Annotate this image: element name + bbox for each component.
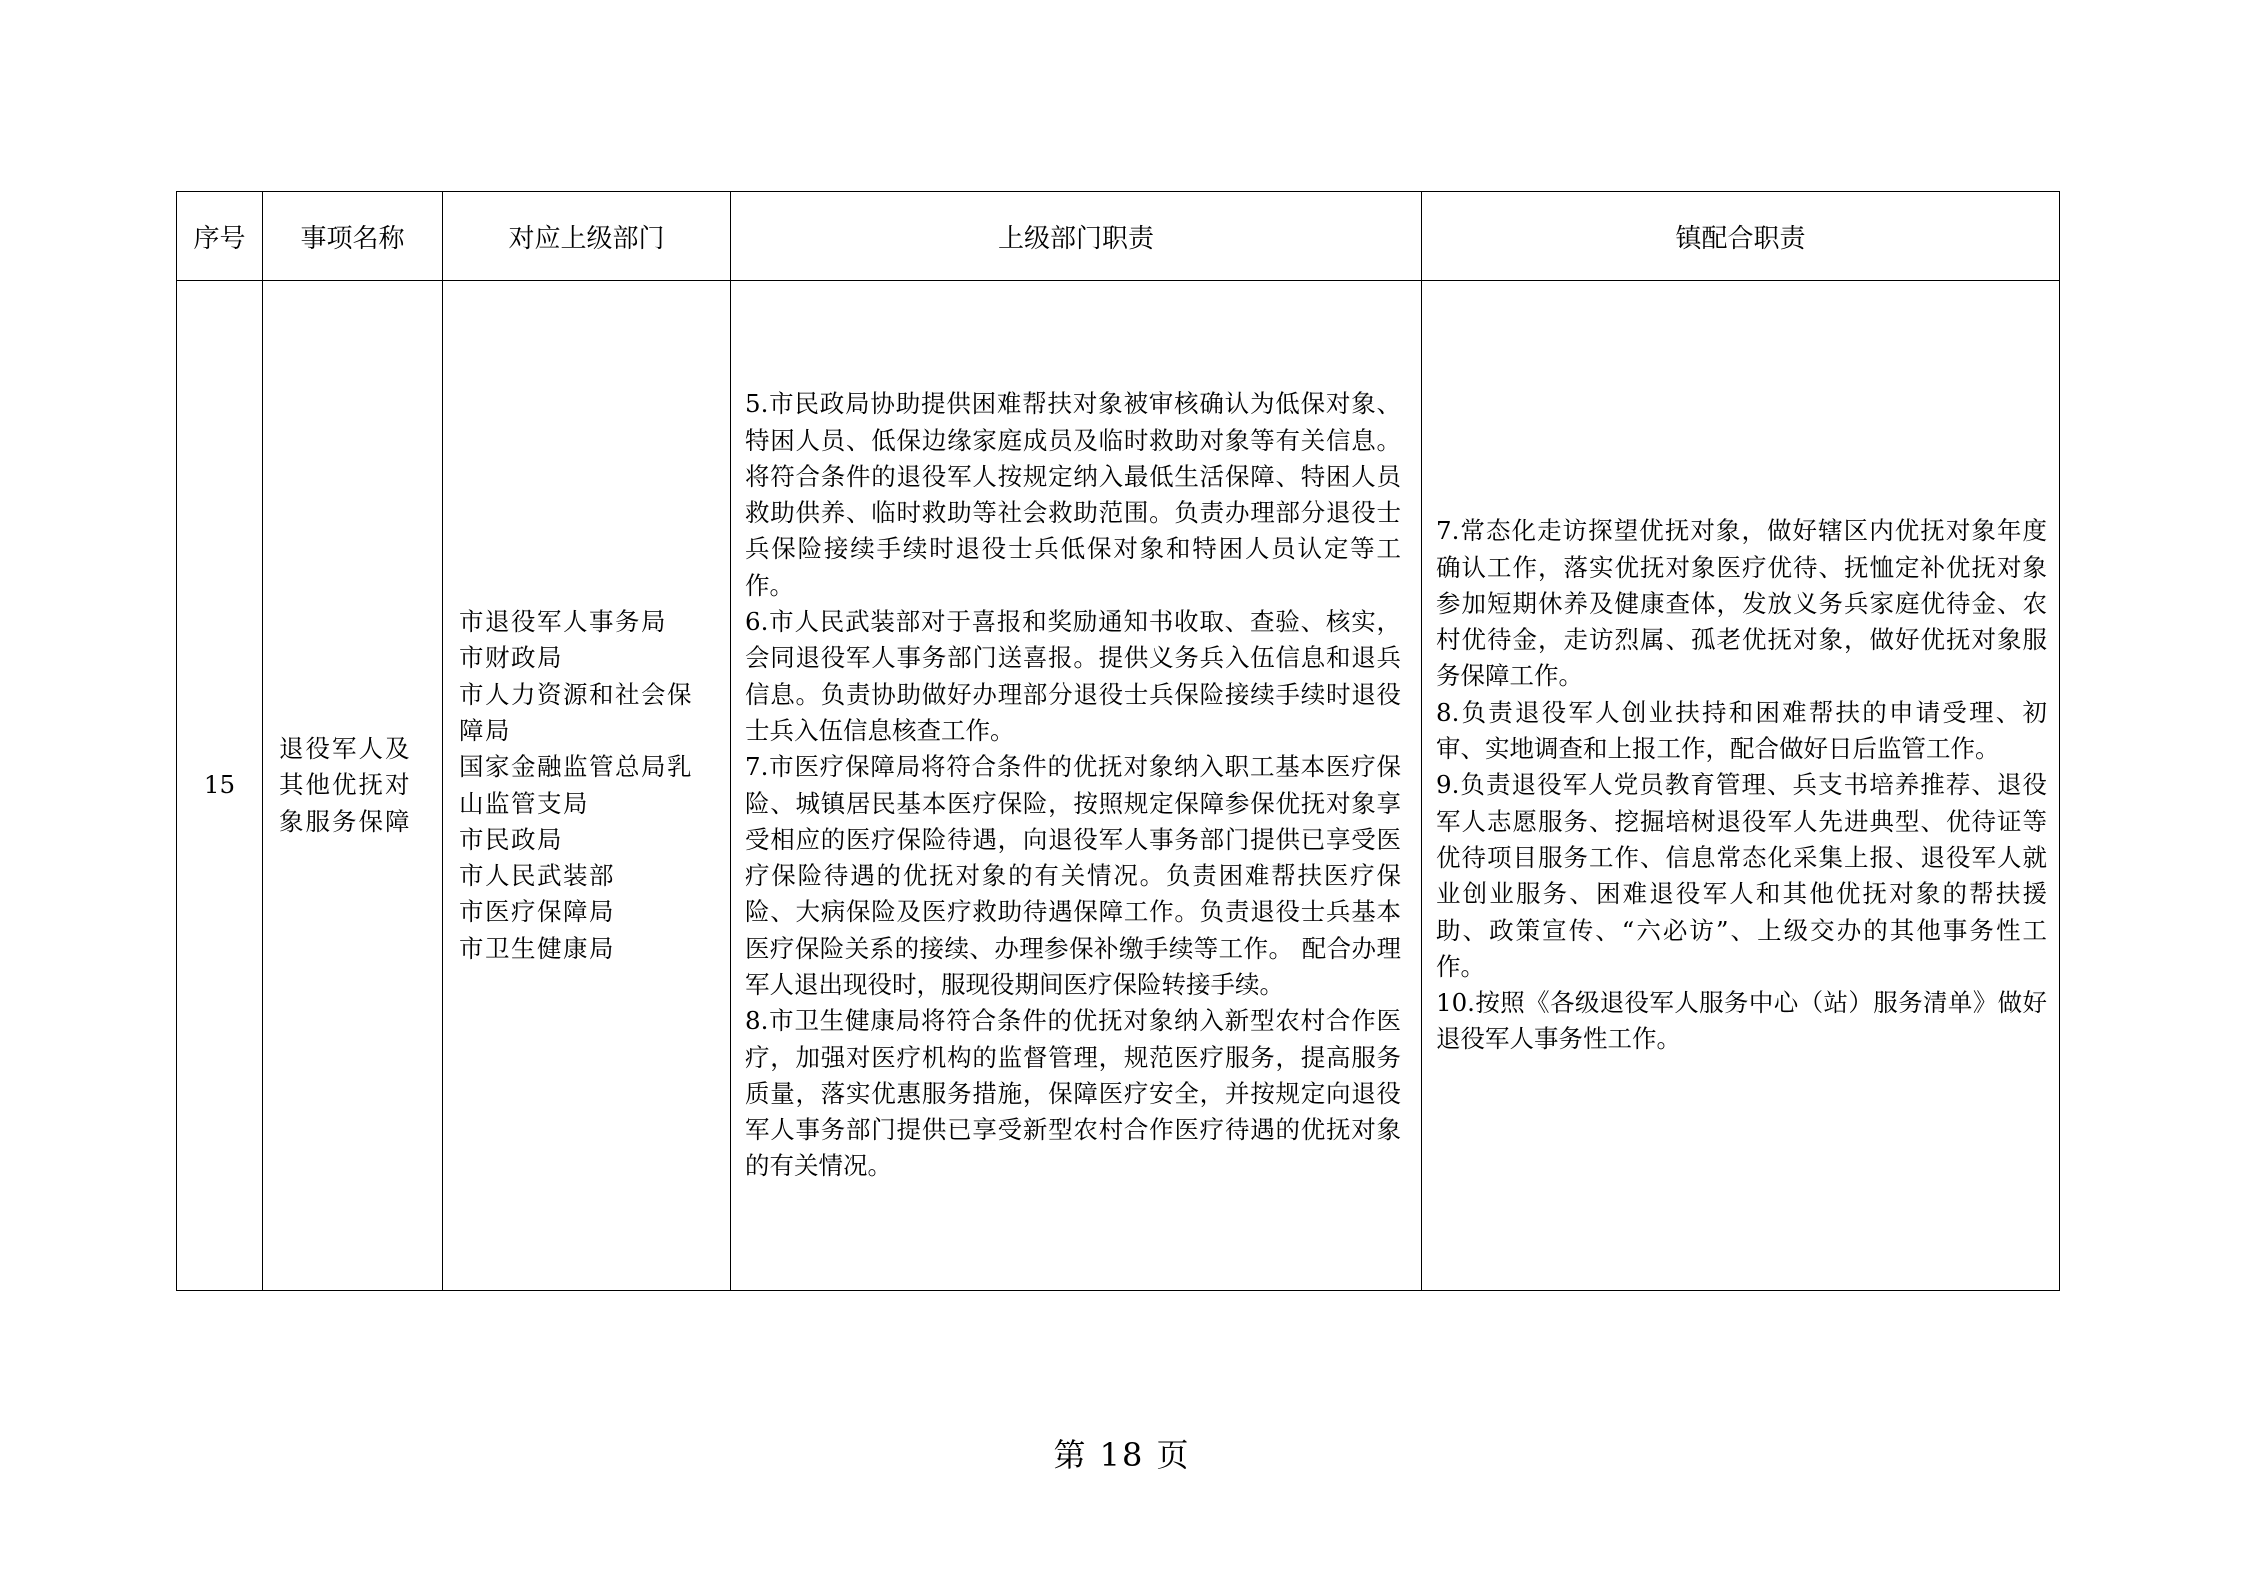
header-item-name: 事项名称 <box>263 192 443 281</box>
duty-table <box>176 191 2060 1291</box>
header-upper-department: 对应上级部门 <box>443 192 731 281</box>
header-seq: 序号 <box>177 192 263 281</box>
upper-duty-item: 6.市人民武装部对于喜报和奖励通知书收取、查验、核实，会同退役军人事务部门送喜报。提供义务兵入伍信息和退兵信息。负责协助做好办理部分退役士兵保险接续手续时退役士兵入伍信息核查工作。 <box>745 607 1401 745</box>
header-town-duties: 镇配合职责 <box>1422 192 2060 281</box>
row-item-name <box>263 281 443 1291</box>
town-duty-item: 10.按照《各级退役军人服务中心（站）服务清单》做好退役军人事务性工作。 <box>1436 988 2047 1054</box>
item-name-line: 其他优抚对 <box>279 770 412 800</box>
table-header-row <box>177 192 2060 281</box>
row-upper-duties <box>731 281 1422 1291</box>
department-line: 市人民武装部 <box>459 861 615 891</box>
town-duty-item: 7.常态化走访探望优抚对象，做好辖区内优抚对象年度确认工作，落实优抚对象医疗优待、抚恤定补优抚对象参加短期休养及健康查体，发放义务兵家庭优待金、农村优待金，走访烈属、孤老优抚对象，做好优抚对象服务保障工作。 <box>1436 516 2047 691</box>
department-line: 障局 <box>459 715 511 745</box>
item-name-line: 象服务保障 <box>279 806 412 836</box>
department-line: 市民政局 <box>459 824 563 854</box>
department-line: 市财政局 <box>459 643 563 673</box>
item-name-line: 退役军人及 <box>279 734 412 764</box>
page-number: 第 18 页 <box>1053 1436 1191 1474</box>
upper-duty-item: 5.市民政局协助提供困难帮扶对象被审核确认为低保对象、特困人员、低保边缘家庭成员及临时救助对象等有关信息。将符合条件的退役军人按规定纳入最低生活保障、特困人员救助供养、临时救助等社会救助范围。负责办理部分退役士兵保险接续手续时退役士兵低保对象和特困人员认定等工作。 <box>745 389 1401 600</box>
header-upper-duties: 上级部门职责 <box>731 192 1422 281</box>
town-duty-item: 9.负责退役军人党员教育管理、兵支书培养推荐、退役军人志愿服务、挖掘培树退役军人先进典型、优待证等优待项目服务工作、信息常态化采集上报、退役军人就业创业服务、困难退役军人和其他优抚对象的帮扶援助、政策宣传、“六必访”、上级交办的其他事务性工作。 <box>1436 770 2047 981</box>
upper-duty-item: 8.市卫生健康局将符合条件的优抚对象纳入新型农村合作医疗，加强对医疗机构的监督管理，规范医疗服务，提高服务质量，落实优惠服务措施，保障医疗安全，并按规定向退役军人事务部门提供已享受新型农村合作医疗待遇的优抚对象的有关情况。 <box>745 1006 1401 1181</box>
town-duty-item: 8.负责退役军人创业扶持和困难帮扶的申请受理、初审、实地调查和上报工作，配合做好日后监管工作。 <box>1436 697 2047 764</box>
department-line: 市卫生健康局 <box>459 933 615 963</box>
row-upper-departments <box>443 281 731 1291</box>
upper-duty-item: 7.市医疗保障局将符合条件的优抚对象纳入职工基本医疗保险、城镇居民基本医疗保险，按照规定保障参保优抚对象享受相应的医疗保险待遇，向退役军人事务部门提供已享受医疗保险待遇的优抚对象的有关情况。负责困难帮扶医疗保险、大病保险及医疗救助待遇保障工作。负责退役士兵基本医疗保险关系的接续、办理参保补缴手续等工作。 配合办理军人退出现役时，服现役期间医疗保险转接手续。 <box>745 752 1401 999</box>
department-line: 市人力资源和社会保 <box>459 679 693 709</box>
department-line: 国家金融监管总局乳 <box>459 752 693 782</box>
row-town-duties <box>1422 281 2060 1291</box>
table-row <box>177 281 2060 1291</box>
department-line: 市医疗保障局 <box>459 897 615 927</box>
department-line: 市退役军人事务局 <box>459 607 667 637</box>
department-line: 山监管支局 <box>459 788 589 818</box>
row-seq: 15 <box>177 281 263 1291</box>
